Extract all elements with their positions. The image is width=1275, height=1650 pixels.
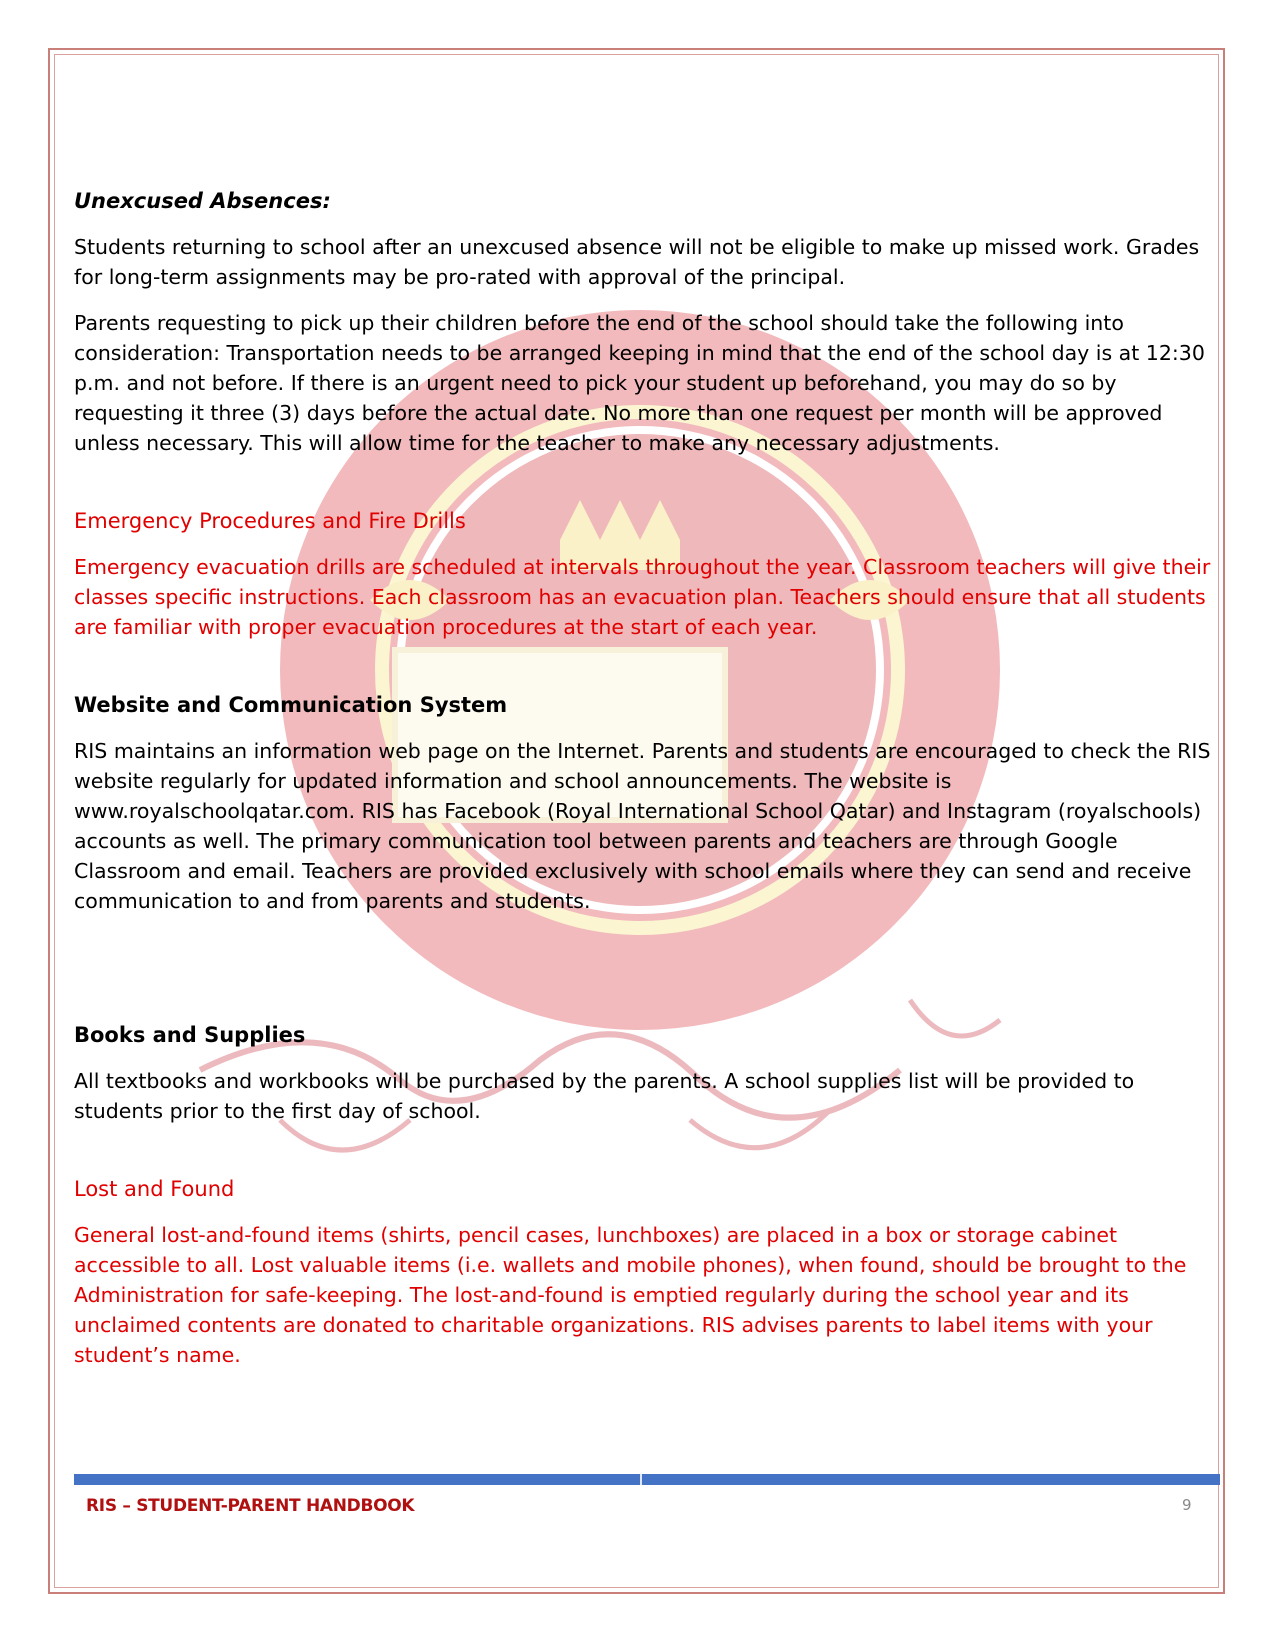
paragraph-website-communication: RIS maintains an information web page on the Internet. Parents and students are encouraged to check the RIS website regularly for updated information and school announcements. The website is www.royalschoolqatar.com. RIS has Facebook (Royal International School Qatar) and Instagram (royalschools) accounts as well. The primary communication tool between parents and teachers are through Google Classroom and email. Teachers are provided exclusively with school emails where they can send and receive communication to and from parents and students.: [74, 739, 1211, 913]
heading-books-supplies: Books and Supplies: [74, 1023, 306, 1047]
heading-website-communication: Website and Communication System: [74, 693, 508, 717]
paragraph-lost-and-found: General lost-and-found items (shirts, pencil cases, lunchboxes) are placed in a box or storage cabinet accessible to all. Lost valuable items (i.e. wallets and mobile phones), when found, should be brought to the Administration for safe-keeping. The lost-and-found is emptied regularly during the school year and its unclaimed contents are donated to charitable organizations. RIS advises parents to label items with your student’s name.: [74, 1223, 1187, 1367]
page-content: [74, 186, 1224, 1370]
footer-divider: [74, 1474, 1220, 1485]
heading-emergency-procedures: Emergency Procedures and Fire Drills: [74, 509, 466, 533]
paragraph-early-pickup: Parents requesting to pick up their children before the end of the school should take the following into consideration: Transportation needs to be arranged keeping in mind that the end of the school day is at 12:30 p.m. and not before. If there is an urgent need to pick your student up beforehand, you may do so by requesting it three (3) days before the actual date. No more than one request per month will be approved unless necessary. This will allow time for the teacher to make any necessary adjustments.: [74, 311, 1205, 455]
footer-divider-notch: [640, 1474, 642, 1485]
footer-handbook-title: RIS – STUDENT-PARENT HANDBOOK: [86, 1496, 415, 1516]
heading-unexcused-absences: Unexcused Absences:: [74, 189, 331, 213]
paragraph-emergency-drills: Emergency evacuation drills are scheduled at intervals throughout the year. Classroom teachers will give their classes specific instructions. Each classroom has an evacuation plan. Teachers should ensure that all students are familiar with proper evacuation procedures at the start of each year.: [74, 555, 1211, 639]
page-number: 9: [1182, 1496, 1192, 1514]
paragraph-books-supplies: All textbooks and workbooks will be purchased by the parents. A school supplies list will be provided to students prior to the first day of school.: [74, 1069, 1135, 1123]
paragraph-unexcused-makeup: Students returning to school after an unexcused absence will not be eligible to make up missed work. Grades for long-term assignments may be pro-rated with approval of the principal.: [74, 235, 1200, 289]
heading-lost-and-found: Lost and Found: [74, 1177, 235, 1201]
